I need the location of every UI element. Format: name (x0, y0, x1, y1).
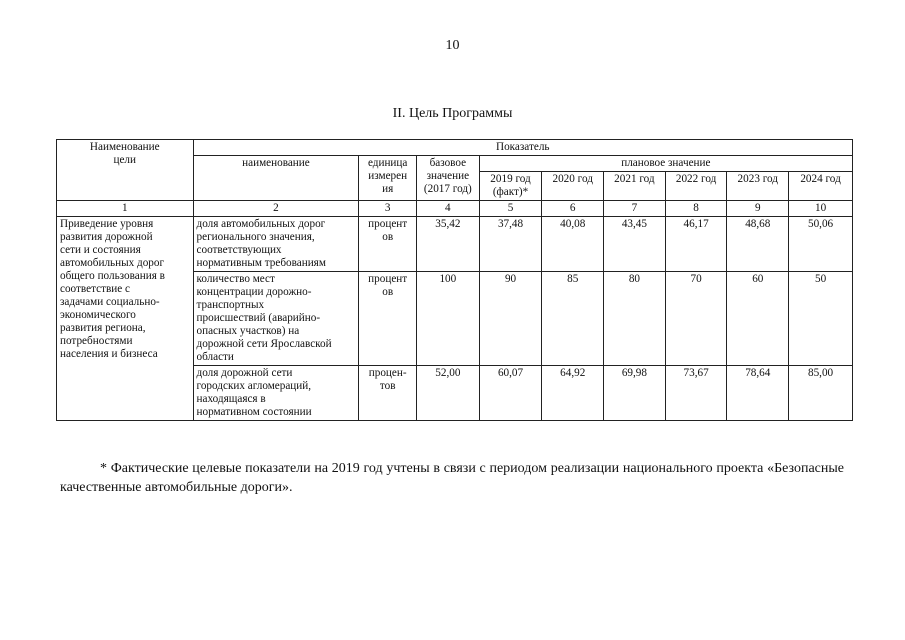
base-value: 100 (417, 272, 480, 366)
column-number: 10 (789, 201, 853, 217)
year-header: 2023 год (727, 172, 789, 201)
value-cell: 60 (727, 272, 789, 366)
unit-cell: процен- тов (359, 366, 417, 421)
year-header: 2024 год (789, 172, 853, 201)
value-cell: 60,07 (479, 366, 542, 421)
value-cell: 78,64 (727, 366, 789, 421)
value-cell: 50 (789, 272, 853, 366)
unit-cell: процент ов (359, 217, 417, 272)
indicator-name: количество мест концентрации дорожно- транспортных происшествий (аварийно- опасных участков) на дорожной сети Ярославской области (193, 272, 359, 366)
value-cell: 70 (665, 272, 727, 366)
value-cell: 85,00 (789, 366, 853, 421)
value-cell: 50,06 (789, 217, 853, 272)
value-cell: 43,45 (604, 217, 666, 272)
column-number: 1 (57, 201, 194, 217)
value-cell: 64,92 (542, 366, 604, 421)
planned-value-header: плановое значение (479, 156, 852, 172)
value-cell: 48,68 (727, 217, 789, 272)
goal-name-header: Наименование цели (57, 140, 194, 201)
value-cell: 40,08 (542, 217, 604, 272)
unit-header: единица измерен ия (359, 156, 417, 201)
column-number: 2 (193, 201, 359, 217)
page-number: 10 (445, 38, 460, 53)
section-title: II. Цель Программы (392, 106, 513, 121)
value-cell: 80 (604, 272, 666, 366)
column-number: 7 (604, 201, 666, 217)
goal-description: Приведение уровня развития дорожной сети и состояния автомобильных дорог общего пользования в соответствие с задачами социально- экономического развития региона, потребностями населения и бизнеса (57, 217, 194, 421)
value-cell: 37,48 (479, 217, 542, 272)
base-value: 52,00 (417, 366, 480, 421)
value-cell: 73,67 (665, 366, 727, 421)
column-number: 6 (542, 201, 604, 217)
base-value-header: базовое значение (2017 год) (417, 156, 480, 201)
column-number: 8 (665, 201, 727, 217)
unit-cell: процент ов (359, 272, 417, 366)
footnote: * Фактические целевые показатели на 2019 год учтены в связи с периодом реализации национального проекта «Безопасные качественные автомобильные дороги». (60, 461, 844, 495)
year-header: 2021 год (604, 172, 666, 201)
column-number: 9 (727, 201, 789, 217)
column-number: 3 (359, 201, 417, 217)
indicator-name-header: наименование (193, 156, 359, 201)
column-number: 5 (479, 201, 542, 217)
value-cell: 46,17 (665, 217, 727, 272)
value-cell: 85 (542, 272, 604, 366)
indicator-name: доля автомобильных дорог регионального значения, соответствующих нормативным требованиям (193, 217, 359, 272)
value-cell: 69,98 (604, 366, 666, 421)
table-row (57, 217, 853, 272)
base-value: 35,42 (417, 217, 480, 272)
year-header: 2019 год (факт)* (479, 172, 542, 201)
column-number: 4 (417, 201, 480, 217)
indicator-header: Показатель (193, 140, 852, 156)
column-number-row (57, 201, 853, 217)
goals-table (56, 139, 853, 421)
year-header: 2022 год (665, 172, 727, 201)
value-cell: 90 (479, 272, 542, 366)
year-header: 2020 год (542, 172, 604, 201)
indicator-name: доля дорожной сети городских агломераций, находящаяся в нормативном состоянии (193, 366, 359, 421)
